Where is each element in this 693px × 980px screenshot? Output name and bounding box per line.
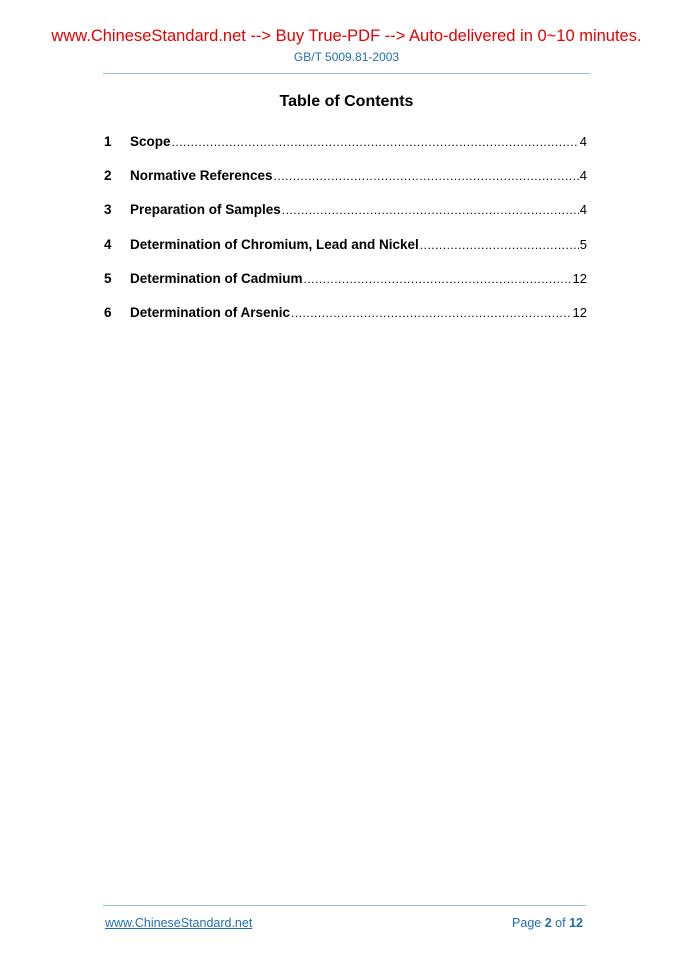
toc-dot-leader xyxy=(282,203,579,217)
current-page-number: 2 xyxy=(544,916,552,930)
toc-dot-leader xyxy=(420,238,579,252)
toc-entry-number: 2 xyxy=(104,168,112,184)
toc-entry[interactable] xyxy=(104,305,587,339)
footer-divider xyxy=(103,905,586,906)
footer-website-link[interactable]: www.ChineseStandard.net xyxy=(105,916,253,930)
toc-entry-number: 1 xyxy=(104,134,112,149)
toc-entry-page[interactable]: 4 xyxy=(579,202,587,218)
toc-dot-leader xyxy=(172,135,579,149)
toc-heading: Table of Contents xyxy=(279,93,414,110)
page-indicator xyxy=(512,916,583,930)
toc-entry-number: 6 xyxy=(104,304,112,320)
toc-entry-title[interactable]: Preparation of Samples xyxy=(130,202,281,218)
toc-entry-title[interactable]: Determination of Arsenic xyxy=(130,304,291,320)
table-of-contents xyxy=(104,134,587,339)
standard-number: GB/T 5009.81-2003 xyxy=(293,50,400,64)
total-pages-number: 12 xyxy=(569,916,583,930)
toc-entry-title[interactable]: Scope xyxy=(130,134,171,149)
toc-entry[interactable] xyxy=(104,168,587,202)
toc-dot-leader xyxy=(304,272,572,286)
toc-entry-number: 3 xyxy=(104,202,112,218)
toc-entry[interactable] xyxy=(104,202,587,236)
page-of-label: of xyxy=(555,916,566,930)
toc-entry[interactable] xyxy=(104,237,587,271)
toc-entry-page[interactable]: 12 xyxy=(572,270,587,286)
header-divider xyxy=(103,73,590,74)
toc-entry-page[interactable]: 4 xyxy=(579,168,587,184)
toc-entry-title[interactable]: Normative References xyxy=(130,168,273,184)
toc-dot-leader xyxy=(274,169,579,183)
toc-entry[interactable] xyxy=(104,134,587,168)
toc-dot-leader xyxy=(291,306,572,320)
header-banner[interactable]: www.ChineseStandard.net --> Buy True-PDF --> Auto-delivered in 0~10 minutes. xyxy=(51,27,642,45)
toc-entry-title[interactable]: Determination of Cadmium xyxy=(130,270,303,286)
toc-entry-page[interactable]: 12 xyxy=(572,304,587,320)
toc-entry-title[interactable]: Determination of Chromium, Lead and Nickel xyxy=(130,236,419,252)
toc-entry-number: 5 xyxy=(104,270,112,286)
toc-entry-page[interactable]: 4 xyxy=(579,134,587,149)
page-label: Page xyxy=(512,916,542,930)
toc-entry-number: 4 xyxy=(104,236,112,252)
toc-entry-page[interactable]: 5 xyxy=(579,236,587,252)
toc-entry[interactable] xyxy=(104,271,587,305)
